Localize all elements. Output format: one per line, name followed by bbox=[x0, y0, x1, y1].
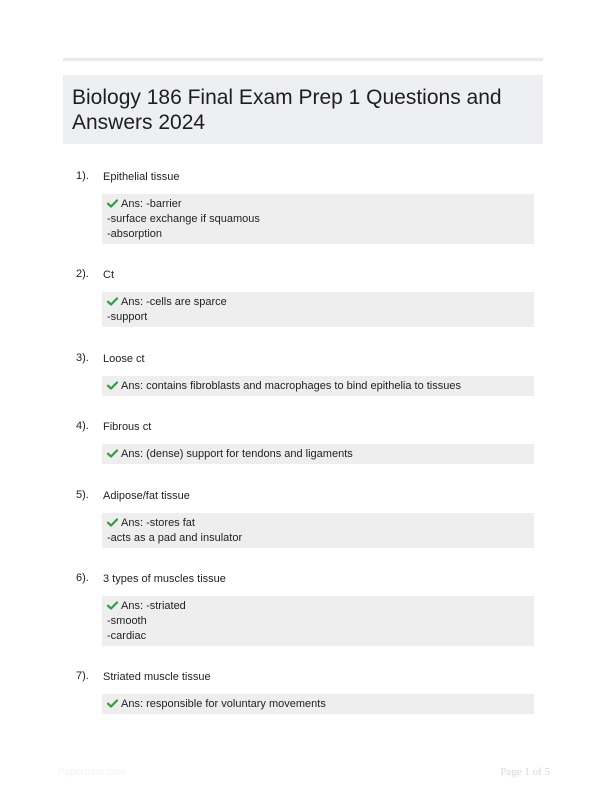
answer-line: -smooth bbox=[107, 615, 147, 627]
top-divider bbox=[63, 58, 543, 61]
answer-box bbox=[102, 513, 534, 548]
footer-watermark: Papertutor.com bbox=[58, 767, 126, 778]
answer-box bbox=[102, 376, 534, 396]
answer-line: -absorption bbox=[107, 228, 163, 240]
answer-box bbox=[102, 194, 534, 244]
page-number: Page 1 of 5 bbox=[500, 766, 550, 778]
check-icon bbox=[107, 518, 118, 527]
title-banner bbox=[63, 75, 543, 144]
question-number: 6). bbox=[76, 572, 89, 584]
check-icon bbox=[107, 199, 118, 208]
question-number: 4). bbox=[76, 420, 89, 432]
question-text: Striated muscle tissue bbox=[103, 671, 211, 683]
question-text: Epithelial tissue bbox=[103, 171, 180, 183]
page-title: Biology 186 Final Exam Prep 1 Questions and Answers 2024 bbox=[72, 86, 502, 134]
check-icon bbox=[107, 699, 118, 708]
question-number: 1). bbox=[76, 170, 89, 182]
answer-line: Ans: contains fibroblasts and macrophages to bind epithelia to tissues bbox=[107, 379, 528, 394]
answer-line: Ans: -cells are sparce bbox=[107, 295, 528, 310]
check-icon bbox=[107, 297, 118, 306]
answer-line: -acts as a pad and insulator bbox=[107, 532, 243, 544]
answer-line: Ans: (dense) support for tendons and ligaments bbox=[107, 447, 528, 462]
answer-box bbox=[102, 694, 534, 714]
question-number: 3). bbox=[76, 352, 89, 364]
answer-line: Ans: -stores fat bbox=[107, 516, 528, 531]
question-number: 2). bbox=[76, 268, 89, 280]
answer-line: -support bbox=[107, 311, 148, 323]
answer-line: -cardiac bbox=[107, 630, 147, 642]
answer-line: Ans: responsible for voluntary movements bbox=[107, 697, 528, 712]
answer-box bbox=[102, 292, 534, 327]
question-number: 5). bbox=[76, 489, 89, 501]
answer-box bbox=[102, 596, 534, 646]
question-text: Adipose/fat tissue bbox=[103, 490, 190, 502]
check-icon bbox=[107, 381, 118, 390]
answer-box bbox=[102, 444, 534, 464]
question-text: 3 types of muscles tissue bbox=[103, 573, 226, 585]
question-number: 7). bbox=[76, 670, 89, 682]
question-text: Fibrous ct bbox=[103, 421, 152, 433]
check-icon bbox=[107, 601, 118, 610]
check-icon bbox=[107, 449, 118, 458]
answer-line: Ans: -barrier bbox=[107, 197, 528, 212]
question-text: Ct bbox=[103, 269, 114, 281]
question-text: Loose ct bbox=[103, 353, 145, 365]
answer-line: -surface exchange if squamous bbox=[107, 213, 260, 225]
answer-line: Ans: -striated bbox=[107, 599, 528, 614]
